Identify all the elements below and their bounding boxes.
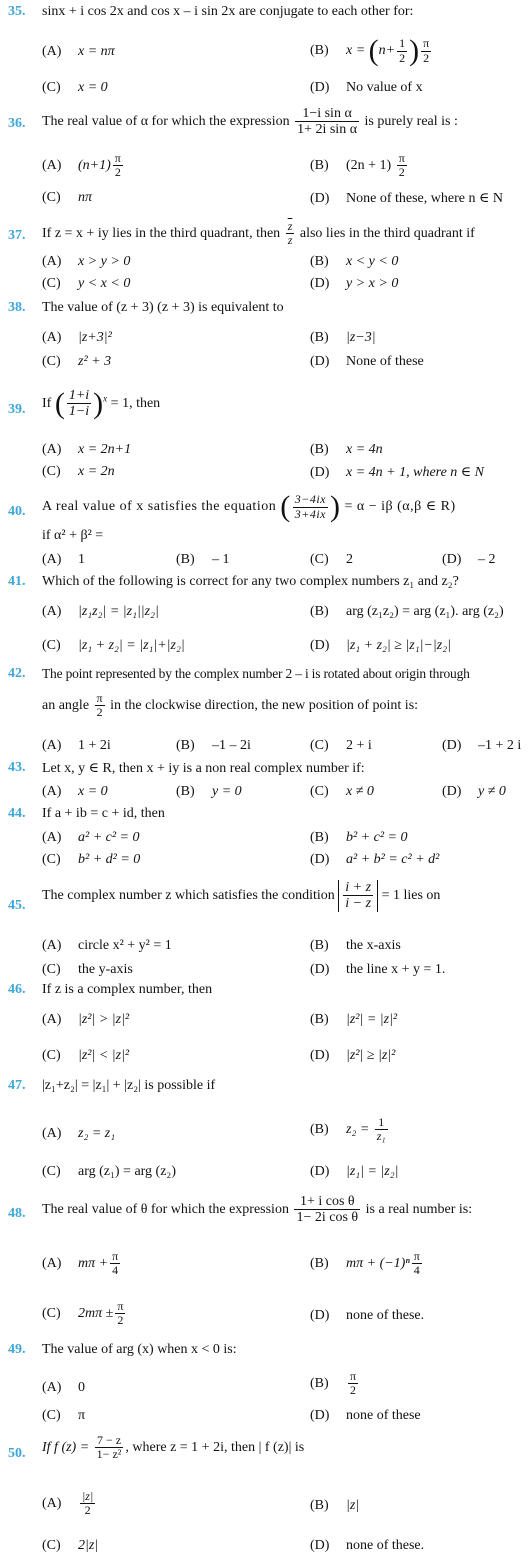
option-c: (C) x ≠ 0: [310, 784, 374, 799]
option-a: (A) x = 2n+1: [42, 442, 132, 457]
option-c: (C) 2|z|: [42, 1538, 99, 1553]
question-number: 35.: [8, 4, 26, 19]
option-a: (A) 1: [42, 552, 85, 567]
option-c: (C) 2 + i: [310, 738, 372, 753]
option-b: (B) |z−3|: [310, 330, 376, 345]
question-41: [8, 574, 526, 664]
option-d: (D) –1 + 2 i: [442, 738, 522, 753]
option-c: (C) π: [42, 1408, 86, 1423]
option-b: (B) |z|: [310, 1498, 360, 1513]
option-b: (B) arg (z₁z₂) = arg (z₁). arg (z₂): [310, 604, 504, 619]
option-d: (D) – 2: [442, 552, 496, 567]
option-d: (D) x = 4n + 1, where n ∈ N: [310, 465, 485, 480]
option-d: (D) y ≠ 0: [442, 784, 506, 799]
option-a: (A) 1 + 2i: [42, 738, 111, 753]
option-c: (C) |z₁ + z₂| = |z₁|+|z₂|: [42, 638, 185, 653]
option-b: (B) the x-axis: [310, 938, 401, 953]
question-45: [8, 876, 526, 982]
question-stem: The real value of α for which the expression $\frac{\text{1−i sin α}}{\text{1+ 2i sin α}}$ is purely real is :: [42, 106, 458, 138]
question-stem: |z₁+z₂| = |z₁| + |z₂| is possible if: [42, 1078, 216, 1093]
option-c: (C) b² + d² = 0: [42, 852, 141, 867]
option-b: (B) x = 4n: [310, 442, 383, 457]
question-47: [8, 1078, 526, 1188]
question-number: 38.: [8, 300, 26, 315]
option-d: (D) y > x > 0: [310, 276, 399, 291]
option-a: (A) a² + c² = 0: [42, 830, 140, 845]
option-d: (D) a² + b² = c² + d²: [310, 852, 440, 867]
question-number: 49.: [8, 1342, 26, 1357]
question-number: 43.: [8, 760, 26, 775]
question-stem: A real value of x satisfies the equation ( $\frac{3-4ix}{3+4ix}$ ) = α − iβ (α,β ∈ R): [42, 490, 456, 523]
option-a: (A) mπ + $\frac{\pi}{4}$: [42, 1249, 119, 1278]
question-stem: The complex number z which satisfies the condition $\frac{i + z}{i - z}$ = 1 lies on: [42, 880, 441, 912]
question-number: 44.: [8, 806, 26, 821]
option-b: (B) x < y < 0: [310, 254, 399, 269]
question-37: [8, 220, 526, 300]
option-b: (B) y = 0: [176, 784, 242, 799]
option-d: (D) none of these.: [310, 1538, 425, 1553]
question-39: [8, 384, 526, 494]
option-d: (D) None of these: [310, 354, 424, 369]
option-c: (C) nπ: [42, 190, 93, 205]
question-stem: If z is a complex number, then: [42, 982, 213, 997]
question-number: 37.: [8, 228, 26, 243]
question-38: [8, 300, 526, 380]
question-36: [8, 106, 526, 216]
option-c: (C) y < x < 0: [42, 276, 131, 291]
question-42: [8, 666, 526, 762]
option-a: (A) x > y > 0: [42, 254, 131, 269]
option-c: (C) z² + 3: [42, 354, 112, 369]
option-a: (A) |z²| > |z|²: [42, 1012, 130, 1027]
option-b: (B) (2n + 1) $\frac{\pi}{2}$: [310, 151, 405, 180]
option-a: (A) circle x² + y² = 1: [42, 938, 172, 953]
question-48: [8, 1194, 526, 1340]
option-d: (D) |z₁ + z₂| ≥ |z₁|−|z₂|: [310, 638, 451, 653]
option-d: (D) none of these.: [310, 1308, 425, 1323]
option-c: (C) |z²| < |z|²: [42, 1048, 130, 1063]
option-b: (B) z₂ = $\frac{1}{\text{z₁}}$: [310, 1115, 386, 1144]
question-stem: If ( $\frac{1+i}{1-i}$ )$^x$ = 1, then: [42, 386, 161, 420]
question-43: [8, 760, 526, 804]
question-stem: sinx + i cos 2x and cos x – i sin 2x are conjugate to each other for:: [42, 4, 414, 19]
question-number: 45.: [8, 898, 26, 913]
option-b: (B) $\frac{\pi}{2}$: [310, 1369, 357, 1398]
question-44: [8, 806, 526, 870]
option-a: (A) 0: [42, 1380, 85, 1395]
question-stem-line2: if α² + β² =: [42, 528, 104, 543]
option-d: (D) None of these, where n ∈ N: [310, 191, 503, 206]
option-b: (B) –1 – 2i: [176, 738, 251, 753]
question-number: 47.: [8, 1078, 26, 1093]
question-stem: Let x, y ∈ R, then x + iy is a non real complex number if:: [42, 761, 365, 776]
question-stem: The value of arg (x) when x < 0 is:: [42, 1342, 237, 1357]
option-b: (B) |z²| = |z|²: [310, 1012, 398, 1027]
question-stem: The real value of θ for which the expression $\frac{\text{1+ i cos θ}}{\text{1− 2i cos θ}}$ is a real number is:: [42, 1194, 473, 1226]
option-d: (D) none of these: [310, 1408, 421, 1423]
question-number: 46.: [8, 982, 26, 997]
question-46: [8, 982, 526, 1072]
option-a: (A) $\frac{|z|}{2}$: [42, 1489, 94, 1518]
question-stem: Which of the following is correct for any two complex numbers z₁ and z₂?: [42, 574, 459, 589]
question-stem: If a + ib = c + id, then: [42, 806, 165, 821]
option-a: (A) |z+3|²: [42, 330, 112, 345]
option-a: (A) x = nπ: [42, 44, 115, 59]
question-stem: If z = x + iy lies in the third quadrant, then $\frac{\overline{z}}{z}$ also lies in the third quadrant if: [42, 219, 475, 248]
question-number: 50.: [8, 1446, 26, 1461]
question-number: 36.: [8, 116, 26, 131]
question-40: [8, 492, 526, 572]
option-c: (C) the y-axis: [42, 962, 133, 977]
option-a: (A) x = 0: [42, 784, 108, 799]
option-b: (B) – 1: [176, 552, 230, 567]
option-c: (C) 2mπ ± $\frac{\pi}{2}$: [42, 1299, 124, 1328]
option-b: (B) b² + c² = 0: [310, 830, 408, 845]
question-number: 40.: [8, 504, 26, 519]
question-stem: The point represented by the complex number 2 – i is rotated about origin through: [42, 666, 470, 681]
option-c: (C) x = 0: [42, 80, 108, 95]
option-a: (A) z₂ = z₁: [42, 1126, 116, 1141]
question-number: 39.: [8, 402, 26, 417]
option-c: (C) 2: [310, 552, 353, 567]
question-35: [8, 4, 526, 100]
option-b: (B) x = (n+ $\frac{1}{2}$ ) $\frac{\pi}{2}$: [310, 34, 430, 67]
question-number: 42.: [8, 666, 26, 681]
question-number: 41.: [8, 574, 26, 589]
option-d: (D) the line x + y = 1.: [310, 962, 446, 977]
question-stem-line2: an angle $\frac{\pi}{2}$ in the clockwise direction, the new position of point is:: [42, 691, 419, 720]
question-stem: If f (z) = $\frac{7 - z}{\text{1− z²}}$ , where z = 1 + 2i, then | f (z)| is: [42, 1433, 305, 1462]
question-stem: The value of (z + 3) (z + 3) is equivalent to: [42, 300, 284, 315]
option-a: (A) (n+1) $\frac{\pi}{2}$: [42, 151, 121, 180]
option-d: (D) |z₁| = |z₂|: [310, 1164, 399, 1179]
option-b: (B) mπ + (−1)ⁿ $\frac{\pi}{4}$: [310, 1249, 420, 1278]
question-number: 48.: [8, 1206, 26, 1221]
option-c: (C) arg (z₁) = arg (z₂): [42, 1164, 176, 1179]
option-a: (A) |z₁z₂| = |z₁||z₂|: [42, 604, 159, 619]
option-c: (C) x = 2n: [42, 464, 115, 479]
option-d: (D) |z²| ≥ |z|²: [310, 1048, 396, 1063]
option-d: (D) No value of x: [310, 80, 423, 95]
question-49: [8, 1342, 526, 1428]
question-50: [8, 1434, 526, 1558]
